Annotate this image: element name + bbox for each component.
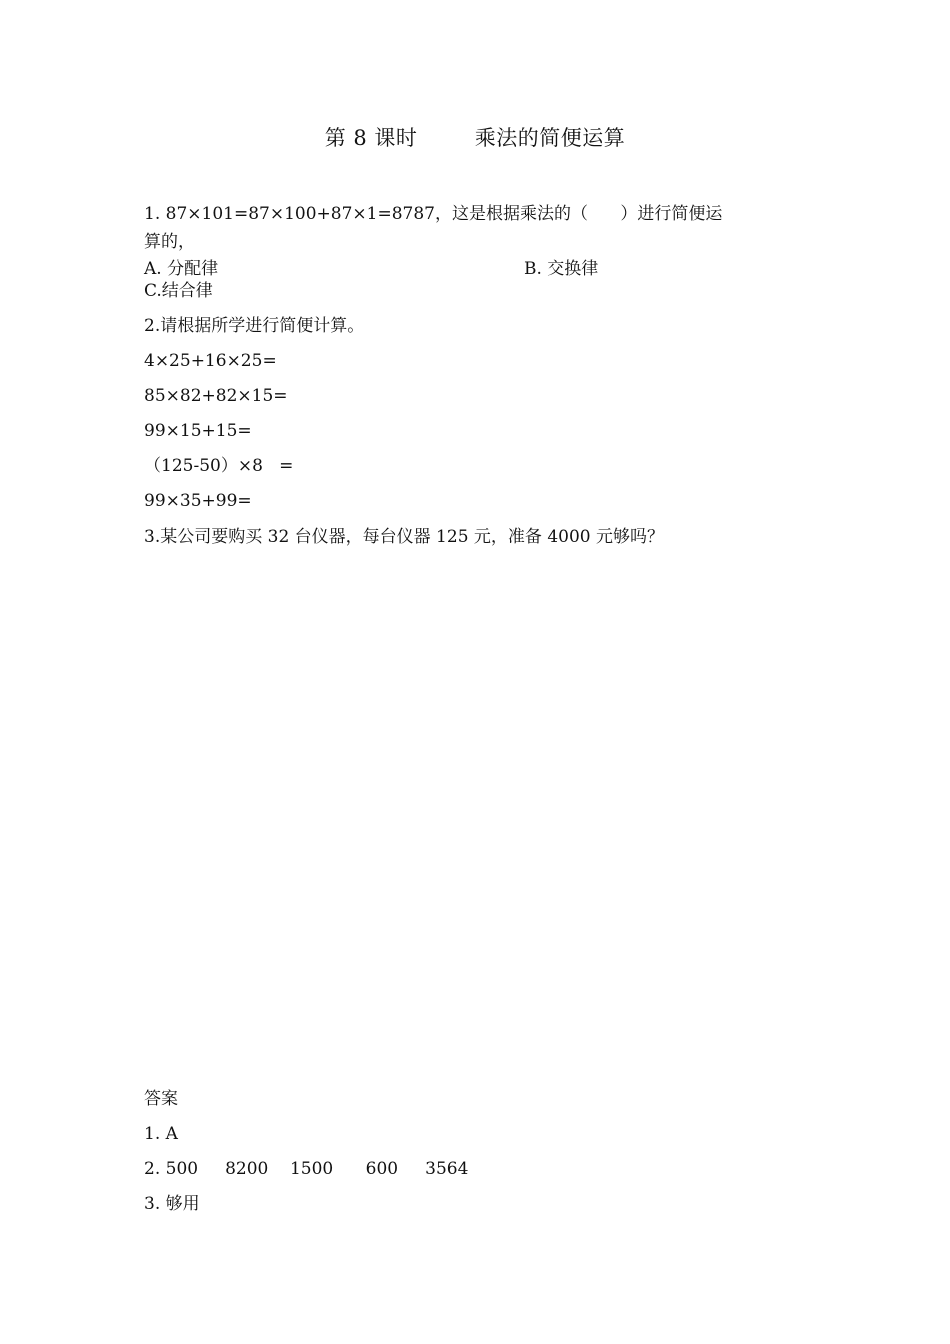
question-1-option-a: A. 分配律	[144, 259, 219, 279]
answer-1: 1. A	[144, 1124, 178, 1144]
question-3-prompt: 3.某公司要购买 32 台仪器，每台仪器 125 元，准备 4000 元够吗？	[144, 527, 664, 547]
question-2-item: 99×15+15=	[144, 421, 252, 441]
question-2-prompt: 2.请根据所学进行简便计算。	[144, 316, 365, 336]
answer-2: 2. 500 8200 1500 600 3564	[144, 1159, 469, 1179]
question-2-item: 4×25+16×25=	[144, 351, 277, 371]
lesson-title: 第 8 课时 乘法的简便运算	[324, 126, 626, 150]
question-1-text-continued: 算的，	[144, 232, 195, 252]
question-1-option-c: C.结合律	[144, 281, 213, 301]
question-2-item: （125-50）×8 =	[144, 456, 294, 476]
answer-3: 3. 够用	[144, 1194, 200, 1214]
question-2-item: 85×82+82×15=	[144, 386, 288, 406]
question-2-item: 99×35+99=	[144, 491, 252, 511]
question-1-option-b: B. 交换律	[524, 259, 599, 279]
question-1-text: 1. 87×101=87×100+87×1=8787，这是根据乘法的（ ）进行简便运	[144, 204, 723, 224]
answers-heading: 答案	[144, 1089, 178, 1109]
